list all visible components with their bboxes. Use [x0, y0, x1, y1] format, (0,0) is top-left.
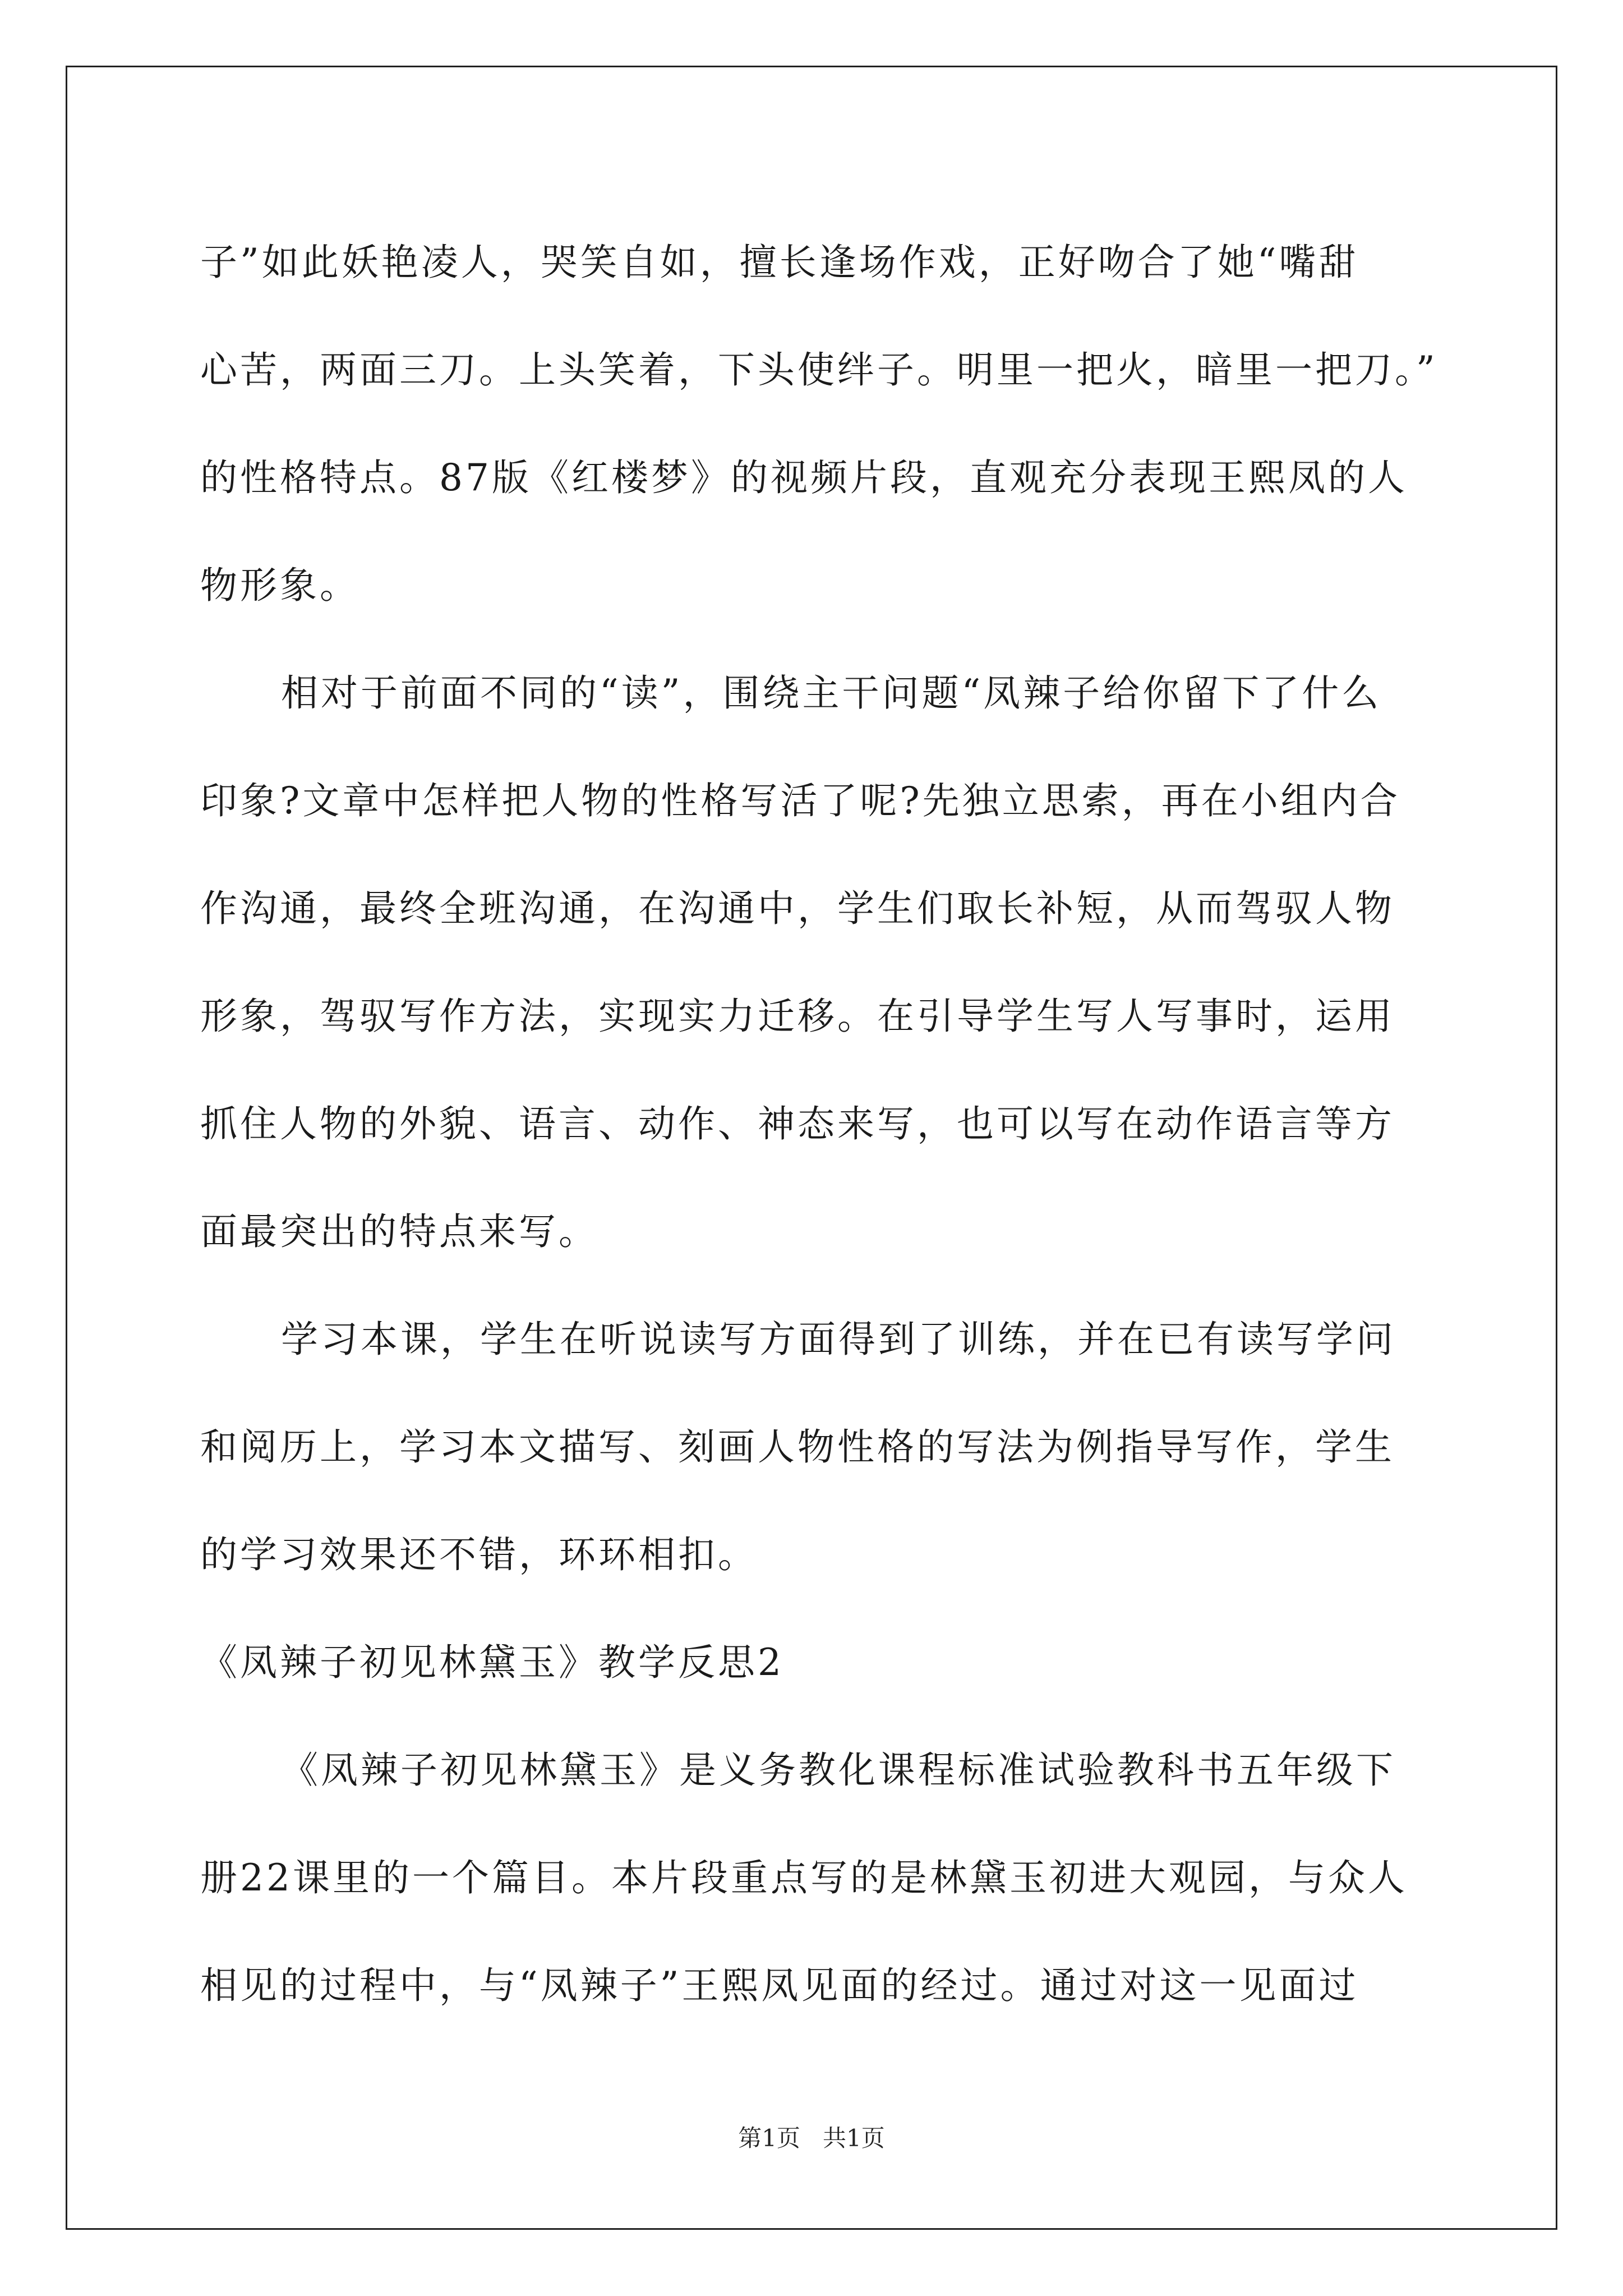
text-line: 和阅历上，学习本文描写、刻画人物性格的写法为例指导写作，学生 [200, 1425, 1395, 1469]
text-line: 形象，驾驭写作方法，实现实力迁移。在引导学生写人写事时，运用 [200, 995, 1395, 1038]
text-line: 作沟通，最终全班沟通，在沟通中，学生们取长补短，从而驾驭人物 [200, 887, 1395, 930]
section-heading: 《凤辣子初见林黛玉》教学反思2 [200, 1641, 784, 1684]
text-line: 的学习效果还不错，环环相扣。 [200, 1533, 758, 1576]
paragraph-start-line: 相对于前面不同的“读”，围绕主干问题“凤辣子给你留下了什么 [281, 671, 1382, 715]
text-line: 心苦，两面三刀。上头笑着，下头使绊子。明里一把火，暗里一把刀。” [200, 348, 1438, 392]
text-line: 物形象。 [200, 564, 359, 607]
document-body [200, 209, 1438, 2040]
paragraph-start-line: 《凤辣子初见林黛玉》是义务教化课程标准试验教科书五年级下 [281, 1749, 1396, 1792]
text-line: 册22课里的一个篇目。本片段重点写的是林黛玉初进大观园，与众人 [200, 1856, 1408, 1899]
text-line: 抓住人物的外貌、语言、动作、神态来写，也可以写在动作语言等方 [200, 1102, 1395, 1145]
paragraph-start-line: 学习本课，学生在听说读写方面得到了训练，并在已有读写学问 [281, 1318, 1396, 1361]
page-total: 共1页 [823, 2124, 885, 2152]
page-footer [0, 2122, 1623, 2155]
text-line: 子”如此妖艳凌人，哭笑自如，擅长逢场作戏，正好吻合了她“嘴甜 [200, 241, 1359, 284]
text-line: 面最突出的特点来写。 [200, 1210, 598, 1253]
text-line: 印象?文章中怎样把人物的性格写活了呢?先独立思索，再在小组内合 [200, 779, 1400, 822]
page-number: 第1页 [738, 2124, 800, 2152]
text-line: 的性格特点。87版《红楼梦》的视频片段，直观充分表现王熙凤的人 [200, 456, 1408, 499]
text-line: 相见的过程中，与“凤辣子”王熙凤见面的经过。通过对这一见面过 [200, 1964, 1359, 2007]
